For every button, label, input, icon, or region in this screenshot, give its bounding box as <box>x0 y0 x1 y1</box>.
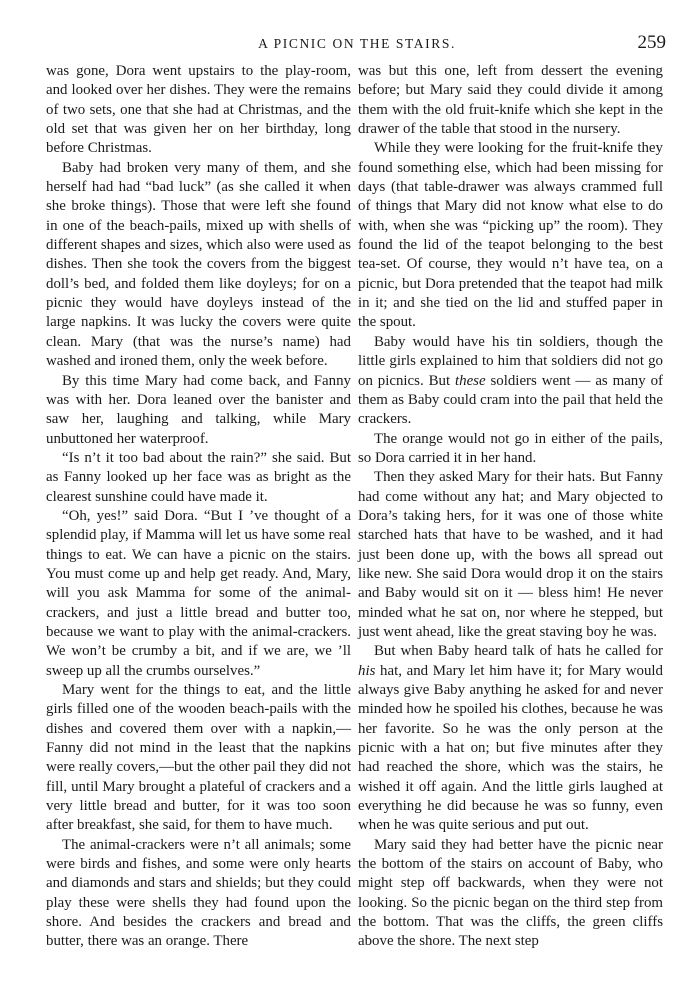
running-head <box>48 32 666 56</box>
left-column <box>46 62 351 952</box>
paragraph: The animal-crackers were n’t all animals; some were birds and fishes, and some were only hearts and diamonds and stars and shields; but they could play these were shells they had found upon the shore. And besides the crackers and bread and butter, there was an orange. There <box>46 836 351 950</box>
emphasis: his <box>358 662 376 679</box>
paragraph: “Is n’t it too bad about the rain?” she said. But as Fanny looked up her face was as bright as the clearest sunshine could have made it. <box>46 449 351 505</box>
paragraph: was but this one, left from dessert the evening before; but Mary said they could divide it among them with the old fruit-knife which she kept in the drawer of the table that stood in the nursery. <box>358 63 663 138</box>
paragraph: was gone, Dora went upstairs to the play-room, and looked over her dishes. They were the remains of two sets, one that she had at Christmas, and the old set that was given her on her birthday, long before Christmas. <box>46 63 351 157</box>
paragraph: Baby would have his tin soldiers, though the little girls explained to him that soldiers did not go on picnics. But these soldiers went — as many of them as Baby could cram into the pail that held the crackers. <box>358 333 663 428</box>
paragraph: Mary went for the things to eat, and the little girls filled one of the wooden beach-pails with the dishes and covered them over with a napkin,—Fanny did not mind in the least that the napkins were really covers,—but the other pail they did not fill, until Mary brought a plateful of crackers and a very little bread and butter, for it was too soon after breakfast, she said, for them to have much. <box>46 682 351 834</box>
paragraph: But when Baby heard talk of hats he called for his hat, and Mary let him have it; for Mary would always give Baby anything he asked for and never minded how he spoiled his clothes, because he was her favorite. So he was the only person at the picnic with a hat on; but five minutes after they had reached the shore, which was the stairs, he wished it off again. And the little girls laughed at everything he did because he was so funny, even when he was quite serious and put out. <box>358 643 663 834</box>
paragraph: Then they asked Mary for their hats. But Fanny had come without any hat; and Mary objected to Dora’s taking hers, for it was one of those white starched hats that have to be washed, and it had just been done up, with the bows all spread out like new. She said Dora would drop it on the stairs and Baby would sit on it — bless him! He never minded what he sat on, nor where he stepped, but just went ahead, like the great staving boy he was. <box>358 469 663 640</box>
page-number: 259 <box>637 32 666 53</box>
right-column <box>358 62 663 952</box>
paragraph: “Oh, yes!” said Dora. “But I ’ve thought of a splendid play, if Mamma will let us have some real things to eat. We can have a picnic on the stairs. You must come up and help get ready. And, Mary, will you ask Mamma for some of the animal-crackers, and just a little bread and butter too, because we want to play with the animal-crackers. We won’t be crumby a bit, and if we are, we ’ll sweep up all the crumbs ourselves.” <box>46 507 351 679</box>
paragraph: The orange would not go in either of the pails, so Dora carried it in her hand. <box>358 430 663 466</box>
emphasis: these <box>454 372 486 389</box>
running-title: A PICNIC ON THE STAIRS. <box>258 36 456 51</box>
paragraph: Mary said they had better have the picnic near the bottom of the stairs on account of Baby, who might step off backwards, when they were not looking. So the picnic began on the third step from the bottom. That was the cliffs, the green cliffs above the shore. The next step <box>358 836 663 950</box>
paragraph: By this time Mary had come back, and Fanny was with her. Dora leaned over the banister and saw her, laughing and talking, while Mary unbuttoned her waterproof. <box>46 372 351 447</box>
paragraph: Baby had broken very many of them, and she herself had had “bad luck” (as she called it when she broke things). Those that were left she found in one of the beach-pails, mixed up with shells of different shapes and sizes, which also were used as dishes. Then she took the covers from the biggest doll’s bed, and folded them like doyleys; for on a picnic they would have doyleys instead of the large napkins. It was lucky the covers were quite clean. Mary (that was the nurse’s name) had washed and ironed them, only the week before. <box>46 159 351 370</box>
paragraph: While they were looking for the fruit-knife they found something else, which had been missing for days (that table-drawer was always crammed full of things that Mary did not know what else to do with, when she was “picking up” the room). They found the lid of the teapot belonging to the best tea-set. Of course, they would n’t have tea, on a picnic, but Dora pretended that the teapot had milk in it; and she tied on the lid and stuffed paper in the spout. <box>358 140 663 331</box>
